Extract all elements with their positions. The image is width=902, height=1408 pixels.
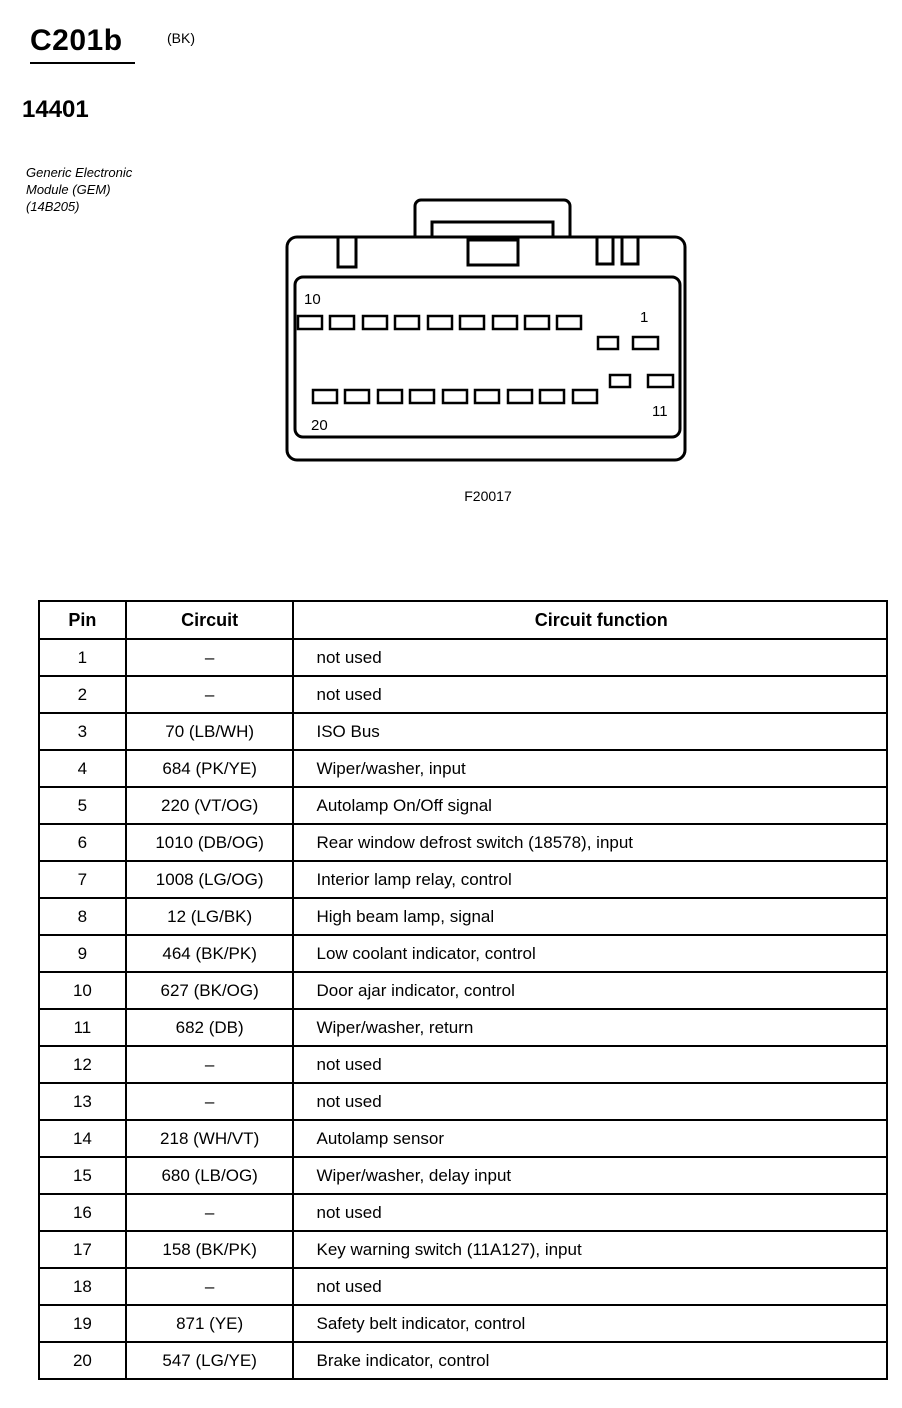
connector-notch	[597, 237, 613, 264]
table-row	[39, 787, 887, 824]
pin-slot	[363, 316, 387, 329]
circuit-cell: –	[126, 1046, 294, 1083]
function-cell: Door ajar indicator, control	[293, 972, 887, 1009]
pin-label-20: 20	[311, 417, 328, 434]
circuit-cell: 70 (LB/WH)	[126, 713, 294, 750]
table-row	[39, 676, 887, 713]
pin-slot	[443, 390, 467, 403]
circuit-cell: 464 (BK/PK)	[126, 935, 294, 972]
table-row	[39, 898, 887, 935]
pin-slot	[525, 316, 549, 329]
function-cell: Autolamp On/Off signal	[293, 787, 887, 824]
circuit-cell: 220 (VT/OG)	[126, 787, 294, 824]
header-circuit: Circuit	[126, 601, 294, 639]
page-header	[30, 24, 195, 64]
function-cell: Interior lamp relay, control	[293, 861, 887, 898]
function-cell: not used	[293, 1046, 887, 1083]
function-cell: Low coolant indicator, control	[293, 935, 887, 972]
connector-pin-field	[295, 277, 680, 437]
function-cell: not used	[293, 639, 887, 676]
function-cell: Wiper/washer, input	[293, 750, 887, 787]
circuit-cell: –	[126, 639, 294, 676]
pin-cell: 6	[39, 824, 126, 861]
function-cell: not used	[293, 676, 887, 713]
function-cell: Wiper/washer, delay input	[293, 1157, 887, 1194]
pin-cell: 20	[39, 1342, 126, 1379]
pin-cell: 4	[39, 750, 126, 787]
pin-slot	[598, 337, 618, 349]
module-label-line2: Module (GEM)	[26, 182, 111, 197]
pin-label-1: 1	[640, 309, 649, 326]
module-label-line3: (14B205)	[26, 199, 80, 214]
pin-cell: 1	[39, 639, 126, 676]
pinout-table-head	[39, 601, 887, 639]
function-cell: High beam lamp, signal	[293, 898, 887, 935]
circuit-cell: 682 (DB)	[126, 1009, 294, 1046]
pin-slot	[298, 316, 322, 329]
table-row	[39, 750, 887, 787]
circuit-cell: 627 (BK/OG)	[126, 972, 294, 1009]
pin-cell: 14	[39, 1120, 126, 1157]
table-row	[39, 1083, 887, 1120]
header-row	[39, 601, 887, 639]
pin-cell: 15	[39, 1157, 126, 1194]
pin-slot	[573, 390, 597, 403]
connector-id: C201b	[30, 24, 135, 64]
table-row	[39, 972, 887, 1009]
pin-slot	[540, 390, 564, 403]
pin-cell: 17	[39, 1231, 126, 1268]
module-label-line1: Generic Electronic	[26, 165, 133, 180]
connector-color-code: (BK)	[167, 30, 195, 46]
circuit-cell: –	[126, 676, 294, 713]
module-label	[26, 164, 132, 215]
function-cell: not used	[293, 1268, 887, 1305]
pin-slot	[395, 316, 419, 329]
table-row	[39, 935, 887, 972]
connector-figure	[278, 196, 698, 476]
function-cell: Wiper/washer, return	[293, 1009, 887, 1046]
pin-cell: 2	[39, 676, 126, 713]
connector-notch	[468, 240, 518, 265]
function-cell: Safety belt indicator, control	[293, 1305, 887, 1342]
table-row	[39, 1342, 887, 1379]
circuit-cell: –	[126, 1194, 294, 1231]
table-row	[39, 1120, 887, 1157]
function-cell: Autolamp sensor	[293, 1120, 887, 1157]
pin-slot	[345, 390, 369, 403]
pin-cell: 5	[39, 787, 126, 824]
pin-cell: 16	[39, 1194, 126, 1231]
pin-slot	[330, 316, 354, 329]
pin-slot	[475, 390, 499, 403]
header-pin: Pin	[39, 601, 126, 639]
circuit-cell: 684 (PK/YE)	[126, 750, 294, 787]
circuit-cell: 680 (LB/OG)	[126, 1157, 294, 1194]
pinout-table	[38, 600, 888, 1380]
circuit-cell: –	[126, 1268, 294, 1305]
circuit-cell: 547 (LG/YE)	[126, 1342, 294, 1379]
part-number: 14401	[22, 96, 89, 123]
pin-label-10: 10	[304, 291, 321, 308]
pin-cell: 3	[39, 713, 126, 750]
circuit-cell: –	[126, 1083, 294, 1120]
pin-cell: 11	[39, 1009, 126, 1046]
function-cell: Brake indicator, control	[293, 1342, 887, 1379]
table-row	[39, 639, 887, 676]
pin-slot	[648, 375, 673, 387]
table-row	[39, 1305, 887, 1342]
table-row	[39, 1009, 887, 1046]
pin-slot	[428, 316, 452, 329]
connector-diagram	[278, 196, 698, 476]
function-cell: ISO Bus	[293, 713, 887, 750]
pin-cell: 18	[39, 1268, 126, 1305]
pin-cell: 12	[39, 1046, 126, 1083]
pin-slot	[493, 316, 517, 329]
function-cell: not used	[293, 1194, 887, 1231]
table-row	[39, 1157, 887, 1194]
table-row	[39, 1194, 887, 1231]
table-row	[39, 824, 887, 861]
pin-cell: 9	[39, 935, 126, 972]
pin-cell: 10	[39, 972, 126, 1009]
table-row	[39, 1046, 887, 1083]
function-cell: Rear window defrost switch (18578), input	[293, 824, 887, 861]
table-row	[39, 1268, 887, 1305]
pin-cell: 19	[39, 1305, 126, 1342]
table-row	[39, 713, 887, 750]
pin-slot	[460, 316, 484, 329]
pin-cell: 7	[39, 861, 126, 898]
connector-notch	[622, 237, 638, 264]
function-cell: not used	[293, 1083, 887, 1120]
connector-notch	[338, 237, 356, 267]
header-function: Circuit function	[293, 601, 887, 639]
function-cell: Key warning switch (11A127), input	[293, 1231, 887, 1268]
circuit-cell: 871 (YE)	[126, 1305, 294, 1342]
circuit-cell: 1010 (DB/OG)	[126, 824, 294, 861]
circuit-cell: 158 (BK/PK)	[126, 1231, 294, 1268]
pin-slot	[378, 390, 402, 403]
circuit-cell: 218 (WH/VT)	[126, 1120, 294, 1157]
table-row	[39, 861, 887, 898]
circuit-cell: 1008 (LG/OG)	[126, 861, 294, 898]
pin-label-11: 11	[652, 403, 668, 420]
figure-caption: F20017	[464, 488, 512, 504]
pin-slot	[508, 390, 532, 403]
pin-slot	[410, 390, 434, 403]
pin-cell: 8	[39, 898, 126, 935]
pin-slot	[313, 390, 337, 403]
table-row	[39, 1231, 887, 1268]
pin-slot	[610, 375, 630, 387]
pin-table-body	[39, 639, 887, 1379]
pin-slot	[557, 316, 581, 329]
pin-cell: 13	[39, 1083, 126, 1120]
pin-slot	[633, 337, 658, 349]
circuit-cell: 12 (LG/BK)	[126, 898, 294, 935]
